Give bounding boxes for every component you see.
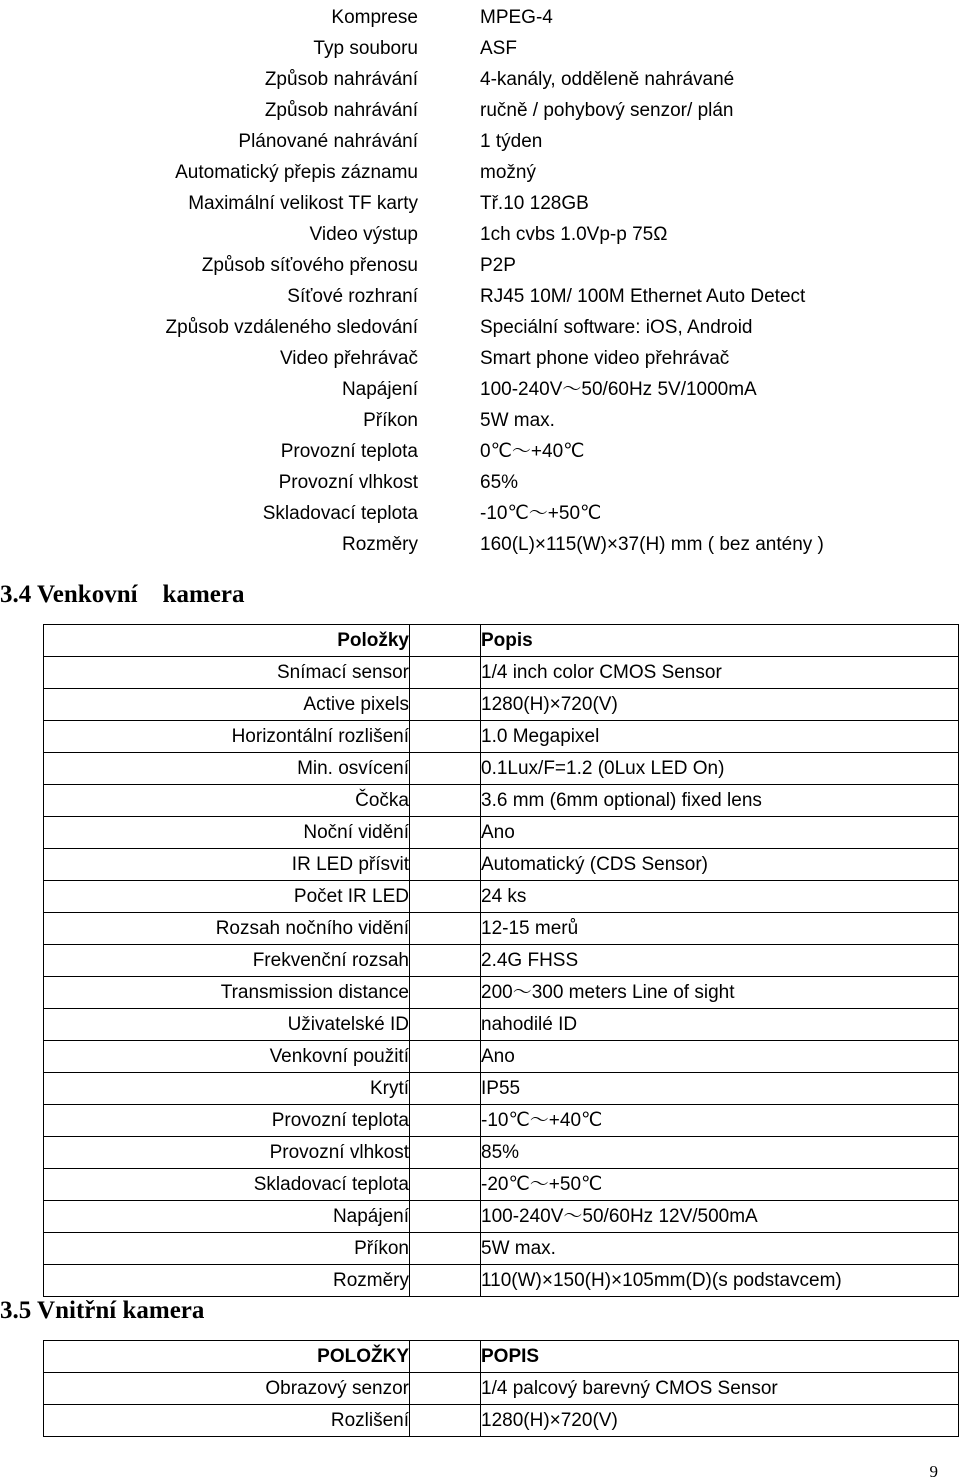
spec-value: 1280(H)×720(V) — [481, 689, 959, 721]
spacer-cell — [418, 2, 480, 33]
spec-value: Smart phone video přehrávač — [480, 348, 730, 369]
spec-label: Napájení — [44, 1201, 410, 1233]
spacer-cell — [410, 785, 481, 817]
table-row — [44, 785, 959, 817]
spec-label: Obrazový senzor — [44, 1373, 410, 1405]
spec-value: Ano — [481, 817, 959, 849]
spec-value: možný — [480, 162, 536, 183]
spec-label: Způsob nahrávání — [264, 69, 418, 90]
spec-value: Speciální software: iOS, Android — [480, 317, 753, 338]
spec-table-dvr — [0, 2, 960, 560]
spec-value: nahodilé ID — [481, 1009, 959, 1041]
spacer-cell — [410, 913, 481, 945]
spacer-cell — [418, 529, 480, 560]
spec-value: 65% — [480, 472, 519, 493]
spec-label: Způsob vzdáleného sledování — [165, 317, 418, 338]
spec-label: Napájení — [341, 379, 418, 400]
table-row — [0, 281, 960, 312]
table-row — [0, 126, 960, 157]
spec-label: Provozní vlhkost — [278, 472, 418, 493]
spacer-cell — [410, 817, 481, 849]
spacer-cell — [410, 1137, 481, 1169]
spec-table-dvr-body — [0, 2, 960, 560]
spec-label: Active pixels — [44, 689, 410, 721]
spec-label: Způsob síťového přenosu — [201, 255, 418, 276]
section-heading-outdoor-camera: 3.4 Venkovní kamera — [0, 581, 245, 608]
spec-label: Provozní teplota — [44, 1105, 410, 1137]
table-row — [0, 374, 960, 405]
spec-value: 110(W)×150(H)×105mm(D)(s podstavcem) — [481, 1265, 959, 1297]
table-row — [0, 467, 960, 498]
spacer-cell — [410, 1169, 481, 1201]
spec-label: Rozměry — [341, 534, 418, 555]
spacer-cell — [410, 1009, 481, 1041]
spacer-cell — [418, 374, 480, 405]
spacer-cell — [410, 689, 481, 721]
table-row — [0, 2, 960, 33]
spacer-cell — [418, 250, 480, 281]
spec-table-indoor-camera — [43, 1340, 959, 1437]
spec-value: 3.6 mm (6mm optional) fixed lens — [481, 785, 959, 817]
spacer-cell — [418, 95, 480, 126]
spacer-cell — [410, 1341, 481, 1373]
spec-label: Rozměry — [44, 1265, 410, 1297]
table-row — [44, 1105, 959, 1137]
table-row — [44, 1201, 959, 1233]
spec-label: Provozní vlhkost — [44, 1137, 410, 1169]
spec-label: Snímací sensor — [44, 657, 410, 689]
spec-value: 0.1Lux/F=1.2 (0Lux LED On) — [481, 753, 959, 785]
spec-value: 5W max. — [480, 410, 555, 431]
spec-label: Transmission distance — [44, 977, 410, 1009]
spec-label: Čočka — [44, 785, 410, 817]
spec-value: Ano — [481, 1041, 959, 1073]
spacer-cell — [418, 343, 480, 374]
spec-label: Maximální velikost TF karty — [188, 193, 418, 214]
spec-value: 200～300 meters Line of sight — [481, 977, 959, 1009]
spacer-cell — [410, 657, 481, 689]
spec-value: ASF — [480, 38, 517, 59]
spacer-cell — [418, 157, 480, 188]
spacer-cell — [410, 1073, 481, 1105]
spec-label: Video přehrávač — [279, 348, 418, 369]
spacer-cell — [410, 1233, 481, 1265]
spec-label: Příkon — [363, 410, 418, 431]
spec-label: Skladovací teplota — [44, 1169, 410, 1201]
table-row — [44, 977, 959, 1009]
spec-label: Frekvenční rozsah — [44, 945, 410, 977]
spacer-cell — [410, 881, 481, 913]
table-row — [0, 529, 960, 560]
spec-value: 100-240V～50/60Hz 12V/500mA — [481, 1201, 959, 1233]
spec-value: 1.0 Megapixel — [481, 721, 959, 753]
spec-value: 160(L)×115(W)×37(H) mm ( bez antény ) — [480, 534, 824, 555]
spec-value: RJ45 10M/ 100M Ethernet Auto Detect — [480, 286, 806, 307]
table-row — [44, 721, 959, 753]
spacer-cell — [418, 405, 480, 436]
spacer-cell — [410, 1405, 481, 1437]
table-row — [0, 498, 960, 529]
spec-label: Horizontální rozlišení — [44, 721, 410, 753]
spec-value: -20℃～+50℃ — [481, 1169, 959, 1201]
spacer-cell — [418, 467, 480, 498]
table-row — [0, 343, 960, 374]
spec-value: 5W max. — [481, 1233, 959, 1265]
spacer-cell — [418, 188, 480, 219]
spec-label: Příkon — [44, 1233, 410, 1265]
spec-value: P2P — [480, 255, 516, 276]
table-row — [0, 157, 960, 188]
spec-label: Automatický přepis záznamu — [175, 162, 418, 183]
spacer-cell — [410, 849, 481, 881]
table-row — [44, 913, 959, 945]
spacer-cell — [410, 1041, 481, 1073]
table-row — [0, 95, 960, 126]
spec-value: 1/4 inch color CMOS Sensor — [481, 657, 959, 689]
table-row — [44, 1009, 959, 1041]
spec-label: Video výstup — [309, 224, 418, 245]
page-number: 9 — [929, 1462, 938, 1481]
spec-label: Síťové rozhraní — [287, 286, 418, 307]
spec-value: 2.4G FHSS — [481, 945, 959, 977]
spec-value: 0℃～+40℃ — [480, 441, 585, 462]
spec-label: Rozsah nočního vidění — [44, 913, 410, 945]
spec-value: 4-kanály, odděleně nahrávané — [480, 69, 735, 90]
table-row — [0, 219, 960, 250]
spacer-cell — [410, 1373, 481, 1405]
table-row — [44, 945, 959, 977]
section-heading-indoor-camera: 3.5 Vnitřní kamera — [0, 1297, 205, 1324]
spacer-cell — [418, 126, 480, 157]
spec-value: 12-15 merů — [481, 913, 959, 945]
spec-value: 100-240V～50/60Hz 5V/1000mA — [480, 379, 757, 400]
table-header-row — [44, 1341, 959, 1373]
table-row — [0, 312, 960, 343]
spec-value: 1/4 palcový barevný CMOS Sensor — [481, 1373, 959, 1405]
table-row — [44, 849, 959, 881]
spacer-cell — [418, 64, 480, 95]
spec-label: Min. osvícení — [44, 753, 410, 785]
spec-table-indoor-camera-body — [44, 1341, 959, 1437]
spec-label: Plánované nahrávání — [238, 131, 418, 152]
spec-label: Skladovací teplota — [262, 503, 418, 524]
spec-label: Noční vidění — [44, 817, 410, 849]
table-row — [44, 1169, 959, 1201]
spec-label: Uživatelské ID — [44, 1009, 410, 1041]
column-header-items: Položky — [44, 625, 410, 657]
spacer-cell — [410, 1201, 481, 1233]
table-row — [44, 657, 959, 689]
table-row — [44, 881, 959, 913]
spec-label: Počet IR LED — [44, 881, 410, 913]
spacer-cell — [410, 945, 481, 977]
spec-label: Provozní teplota — [280, 441, 418, 462]
table-row — [44, 1373, 959, 1405]
table-row — [44, 1041, 959, 1073]
spec-value: MPEG-4 — [480, 7, 553, 28]
table-row — [44, 689, 959, 721]
spec-label: Krytí — [44, 1073, 410, 1105]
column-header-description: POPIS — [481, 1341, 959, 1373]
table-row — [44, 817, 959, 849]
spec-table-outdoor-camera-body — [44, 625, 959, 1297]
spec-value: IP55 — [481, 1073, 959, 1105]
table-row — [0, 188, 960, 219]
spec-label: Komprese — [331, 7, 418, 28]
spacer-cell — [418, 219, 480, 250]
spec-value: 1280(H)×720(V) — [481, 1405, 959, 1437]
spacer-cell — [410, 1105, 481, 1137]
spec-value: 1ch cvbs 1.0Vp-p 75Ω — [480, 224, 668, 245]
spec-value: -10℃～+50℃ — [480, 503, 602, 524]
spec-label: IR LED přísvit — [44, 849, 410, 881]
spacer-cell — [418, 281, 480, 312]
column-header-items: POLOŽKY — [44, 1341, 410, 1373]
spacer-cell — [418, 498, 480, 529]
table-row — [44, 1137, 959, 1169]
spacer-cell — [410, 977, 481, 1009]
spacer-cell — [410, 625, 481, 657]
table-row — [0, 250, 960, 281]
table-row — [0, 405, 960, 436]
spacer-cell — [410, 1265, 481, 1297]
table-row — [44, 1073, 959, 1105]
column-header-description: Popis — [481, 625, 959, 657]
spec-value: 24 ks — [481, 881, 959, 913]
spec-label: Rozlišení — [44, 1405, 410, 1437]
spacer-cell — [418, 312, 480, 343]
table-row — [0, 436, 960, 467]
spacer-cell — [418, 436, 480, 467]
table-row — [44, 1405, 959, 1437]
spec-value: Tř.10 128GB — [480, 193, 589, 214]
spacer-cell — [410, 753, 481, 785]
spec-value: 1 týden — [480, 131, 543, 152]
table-row — [0, 33, 960, 64]
spec-value: -10℃～+40℃ — [481, 1105, 959, 1137]
spec-table-outdoor-camera — [43, 624, 959, 1297]
spec-value: Automatický (CDS Sensor) — [481, 849, 959, 881]
spec-label: Způsob nahrávání — [264, 100, 418, 121]
table-row — [44, 753, 959, 785]
spacer-cell — [410, 721, 481, 753]
table-row — [44, 1265, 959, 1297]
table-row — [44, 1233, 959, 1265]
spec-value: ručně / pohybový senzor/ plán — [480, 100, 734, 121]
spacer-cell — [418, 33, 480, 64]
spec-label: Venkovní použití — [44, 1041, 410, 1073]
spec-label: Typ souboru — [313, 38, 418, 59]
table-row — [0, 64, 960, 95]
table-header-row — [44, 625, 959, 657]
spec-value: 85% — [481, 1137, 959, 1169]
